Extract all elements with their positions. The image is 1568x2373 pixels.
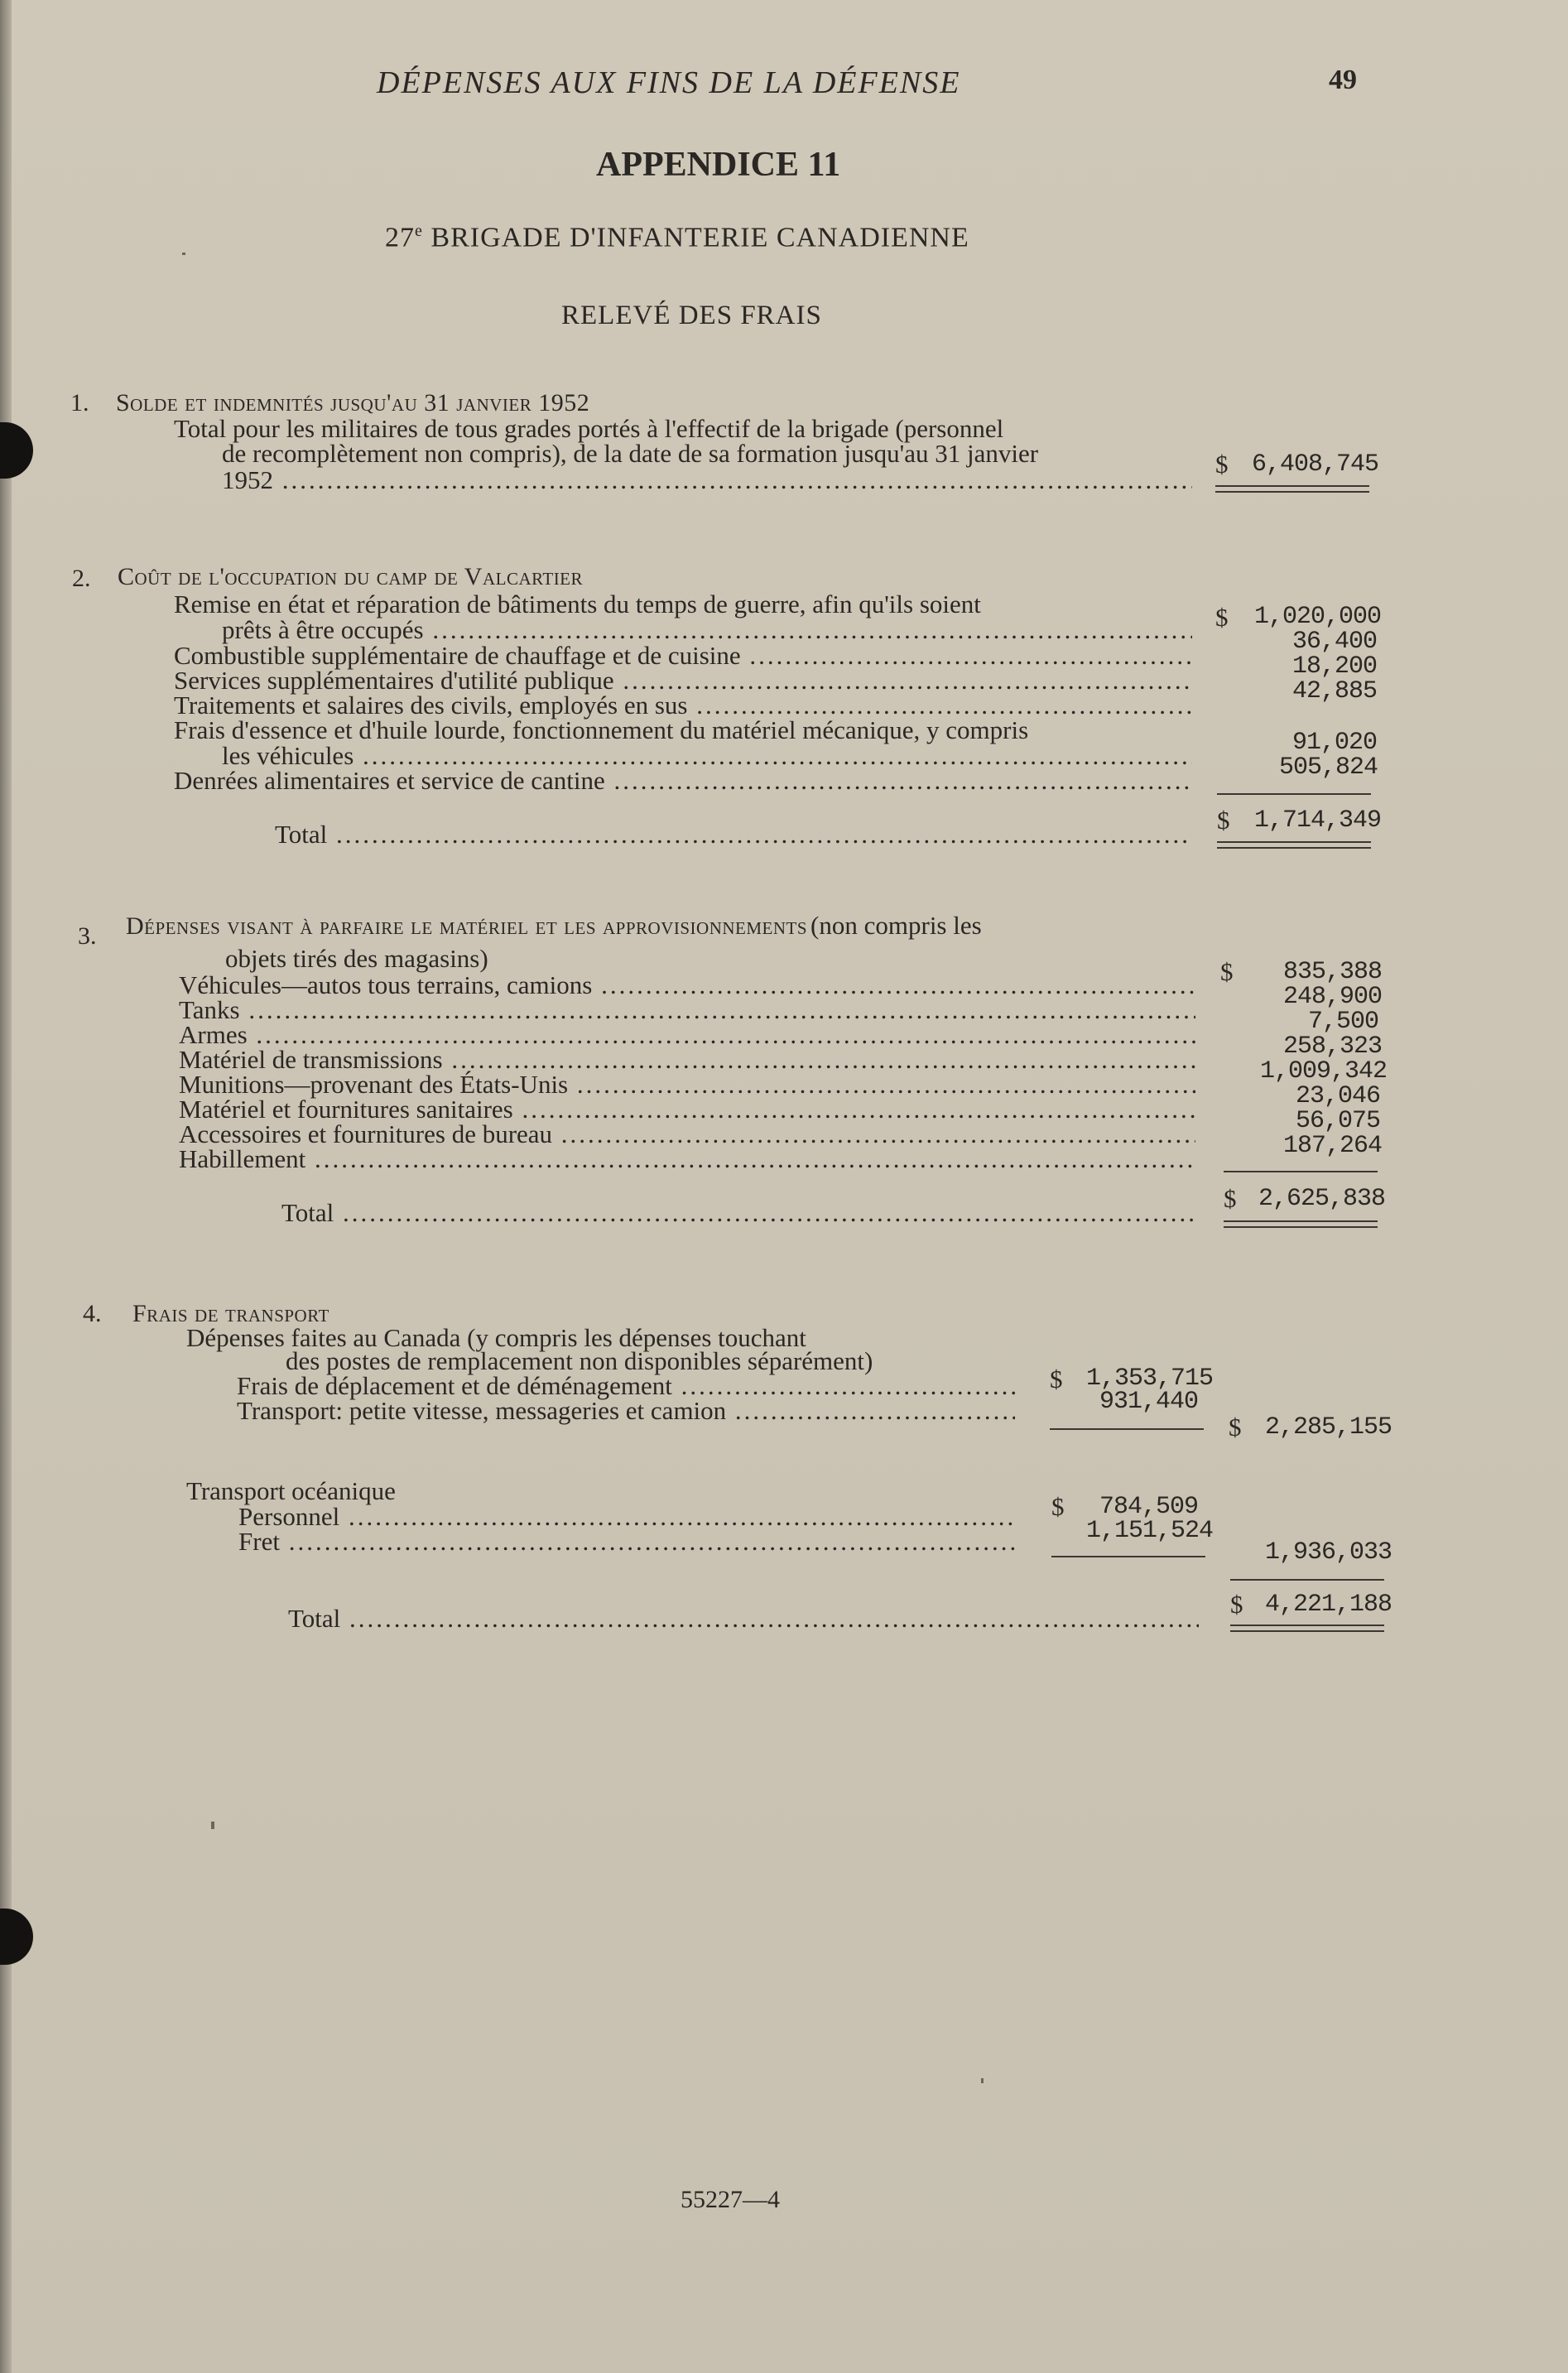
s3-item: Tanks ..... <box>179 995 1195 1025</box>
brigade-number: 27 <box>385 222 415 253</box>
s3-item-amount: 187,264 <box>1283 1132 1383 1160</box>
s1-line-2: de recomplètement non compris), de la date de sa formation jusqu'au 31 janvier <box>222 439 1039 468</box>
s4-item-personnel: Personnel ..... <box>238 1502 1015 1532</box>
section-1-heading: Solde et indemnités jusqu'au 31 janvier 1952 <box>116 389 590 416</box>
s4-canada-line-2: des postes de remplacement non disponibles séparément) <box>286 1346 873 1375</box>
paper-speck <box>211 1822 214 1829</box>
s4-canada-line-1: Dépenses faites au Canada (y compris les dépenses touchant <box>186 1323 806 1352</box>
s3-item-amount: 835,388 <box>1283 958 1383 986</box>
s3-subtotal-rule <box>1224 1171 1378 1172</box>
s4-item-deplacement: Frais de déplacement et de déménagement ..... <box>237 1371 1015 1401</box>
s2-item-4-amount: 42,885 <box>1292 677 1378 705</box>
s1-amount: 6,408,745 <box>1252 450 1379 479</box>
section-1-number: 1. <box>70 389 89 416</box>
s3-item-amount: 1,009,342 <box>1260 1057 1388 1085</box>
s4-canada-rule <box>1050 1428 1204 1430</box>
section-3-heading-line-2: objets tirés des magasins) <box>225 944 488 973</box>
s2-item-6-amount: 505,824 <box>1279 753 1378 782</box>
s4-item-personnel-amount: 784,509 <box>1099 1493 1199 1521</box>
s2-total-label: Total ..... <box>275 820 1192 850</box>
s4-total-label: Total ..... <box>288 1604 1199 1634</box>
s2-item-1-line-2: prêts à être occupés ..... <box>222 615 1192 645</box>
s4-item-transport: Transport: petite vitesse, messageries et camion ..... <box>237 1396 1015 1426</box>
s2-item-5-line-1: Frais d'essence et d'huile lourde, fonctionnement du matériel mécanique, y compris <box>174 715 1029 744</box>
s4-total-amount: 4,221,188 <box>1265 1591 1392 1619</box>
s4-ocean-total-amount: 1,936,033 <box>1265 1538 1392 1567</box>
print-code: 55227—4 <box>681 2186 780 2213</box>
s2-item-5-amount: 91,020 <box>1292 729 1378 757</box>
s1-double-rule <box>1215 485 1369 493</box>
s2-item-1-amount: 1,020,000 <box>1254 603 1382 631</box>
section-2-heading: Coût de l'occupation du camp de Valcartier <box>118 563 584 590</box>
s4-ocean-heading: Transport océanique <box>186 1476 396 1505</box>
s2-total-double-rule <box>1217 841 1371 849</box>
brigade-name: BRIGADE D'INFANTERIE CANADIENNE <box>430 222 969 253</box>
s4-item-fret-amount: 1,151,524 <box>1086 1517 1214 1545</box>
section-2-number: 2. <box>72 565 91 592</box>
page-edge <box>0 0 12 2373</box>
s3-item: Habillement ..... <box>179 1144 1195 1174</box>
s3-item-amount: 7,500 <box>1308 1008 1379 1036</box>
statement-subtitle: RELEVÉ DES FRAIS <box>561 301 822 330</box>
s2-item-3-amount: 18,200 <box>1292 652 1378 681</box>
s4-subtotal-rule <box>1230 1579 1384 1581</box>
s4-canada-total-amount: 2,285,155 <box>1265 1413 1392 1442</box>
s3-item-dollar: $ <box>1220 957 1234 986</box>
s2-item-6: Denrées alimentaires et service de cantine ..... <box>174 766 1192 796</box>
s2-total-dollar: $ <box>1217 806 1230 835</box>
page-number: 49 <box>1329 65 1357 95</box>
paper-speck <box>182 253 185 255</box>
s2-total-amount: 1,714,349 <box>1254 806 1382 835</box>
appendix-title: APPENDICE 11 <box>596 146 841 184</box>
s3-item-amount: 23,046 <box>1296 1082 1381 1110</box>
s1-line-1: Total pour les militaires de tous grades portés à l'effectif de la brigade (personnel <box>174 414 1004 443</box>
s1-dollar-sign: $ <box>1215 450 1229 479</box>
s4-item-deplacement-amount: 1,353,715 <box>1086 1365 1214 1393</box>
s2-item-1-dollar: $ <box>1215 603 1229 632</box>
section-3-number: 3. <box>78 922 97 950</box>
section-3-heading-rest: (non compris les <box>810 911 982 940</box>
s3-item-amount: 258,323 <box>1283 1032 1383 1061</box>
s3-total-double-rule <box>1224 1220 1378 1228</box>
s3-item-amount: 248,900 <box>1283 983 1383 1011</box>
s2-item-3: Services supplémentaires d'utilité publique ..... <box>174 666 1192 696</box>
s3-item: Armes ..... <box>179 1020 1195 1050</box>
s4-total-dollar: $ <box>1230 1590 1243 1619</box>
s2-item-1-line-1: Remise en état et réparation de bâtiments du temps de guerre, afin qu'ils soient <box>174 590 981 619</box>
s3-item: Matériel de transmissions ..... <box>179 1045 1195 1075</box>
s3-item-amount: 56,075 <box>1296 1107 1381 1135</box>
binding-hole <box>0 1909 33 1965</box>
s2-item-2-amount: 36,400 <box>1292 628 1378 656</box>
s3-item: Accessoires et fournitures de bureau ..... <box>179 1119 1195 1149</box>
s2-item-2: Combustible supplémentaire de chauffage et de cuisine ..... <box>174 641 1192 671</box>
s2-item-4: Traitements et salaires des civils, employés en sus ..... <box>174 691 1192 720</box>
paper-speck <box>981 2078 984 2083</box>
s2-item-5-line-2: les véhicules ..... <box>222 741 1192 771</box>
s4-item-fret: Fret ..... <box>238 1527 1015 1557</box>
section-3-heading <box>126 911 982 941</box>
running-title: DÉPENSES AUX FINS DE LA DÉFENSE <box>377 65 961 100</box>
s4-total-double-rule <box>1230 1625 1384 1632</box>
s3-total-dollar: $ <box>1224 1184 1237 1213</box>
section-3-heading-caps: Dépenses visant à parfaire le matériel et les approvisionnements <box>126 912 808 940</box>
s4-canada-total-dollar: $ <box>1229 1413 1242 1442</box>
binding-hole <box>0 422 33 479</box>
section-4-heading: Frais de transport <box>132 1300 329 1327</box>
s3-total-label: Total ..... <box>281 1198 1195 1228</box>
s4-item-personnel-dollar: $ <box>1051 1492 1065 1521</box>
s2-subtotal-rule <box>1217 793 1371 795</box>
s3-item: Matériel et fournitures sanitaires ..... <box>179 1095 1195 1124</box>
s3-item: Munitions—provenant des États-Unis ..... <box>179 1070 1195 1100</box>
s4-item-transport-amount: 931,440 <box>1099 1388 1199 1416</box>
s1-line-3: 1952 ..... <box>222 465 1192 495</box>
brigade-superscript: e <box>415 222 423 240</box>
s4-ocean-rule <box>1051 1556 1205 1557</box>
section-4-number: 4. <box>83 1300 102 1327</box>
s4-item-deplacement-dollar: $ <box>1050 1365 1063 1393</box>
brigade-title <box>385 222 969 253</box>
s3-item: Véhicules—autos tous terrains, camions ..... <box>179 970 1195 1000</box>
s3-total-amount: 2,625,838 <box>1258 1185 1386 1213</box>
